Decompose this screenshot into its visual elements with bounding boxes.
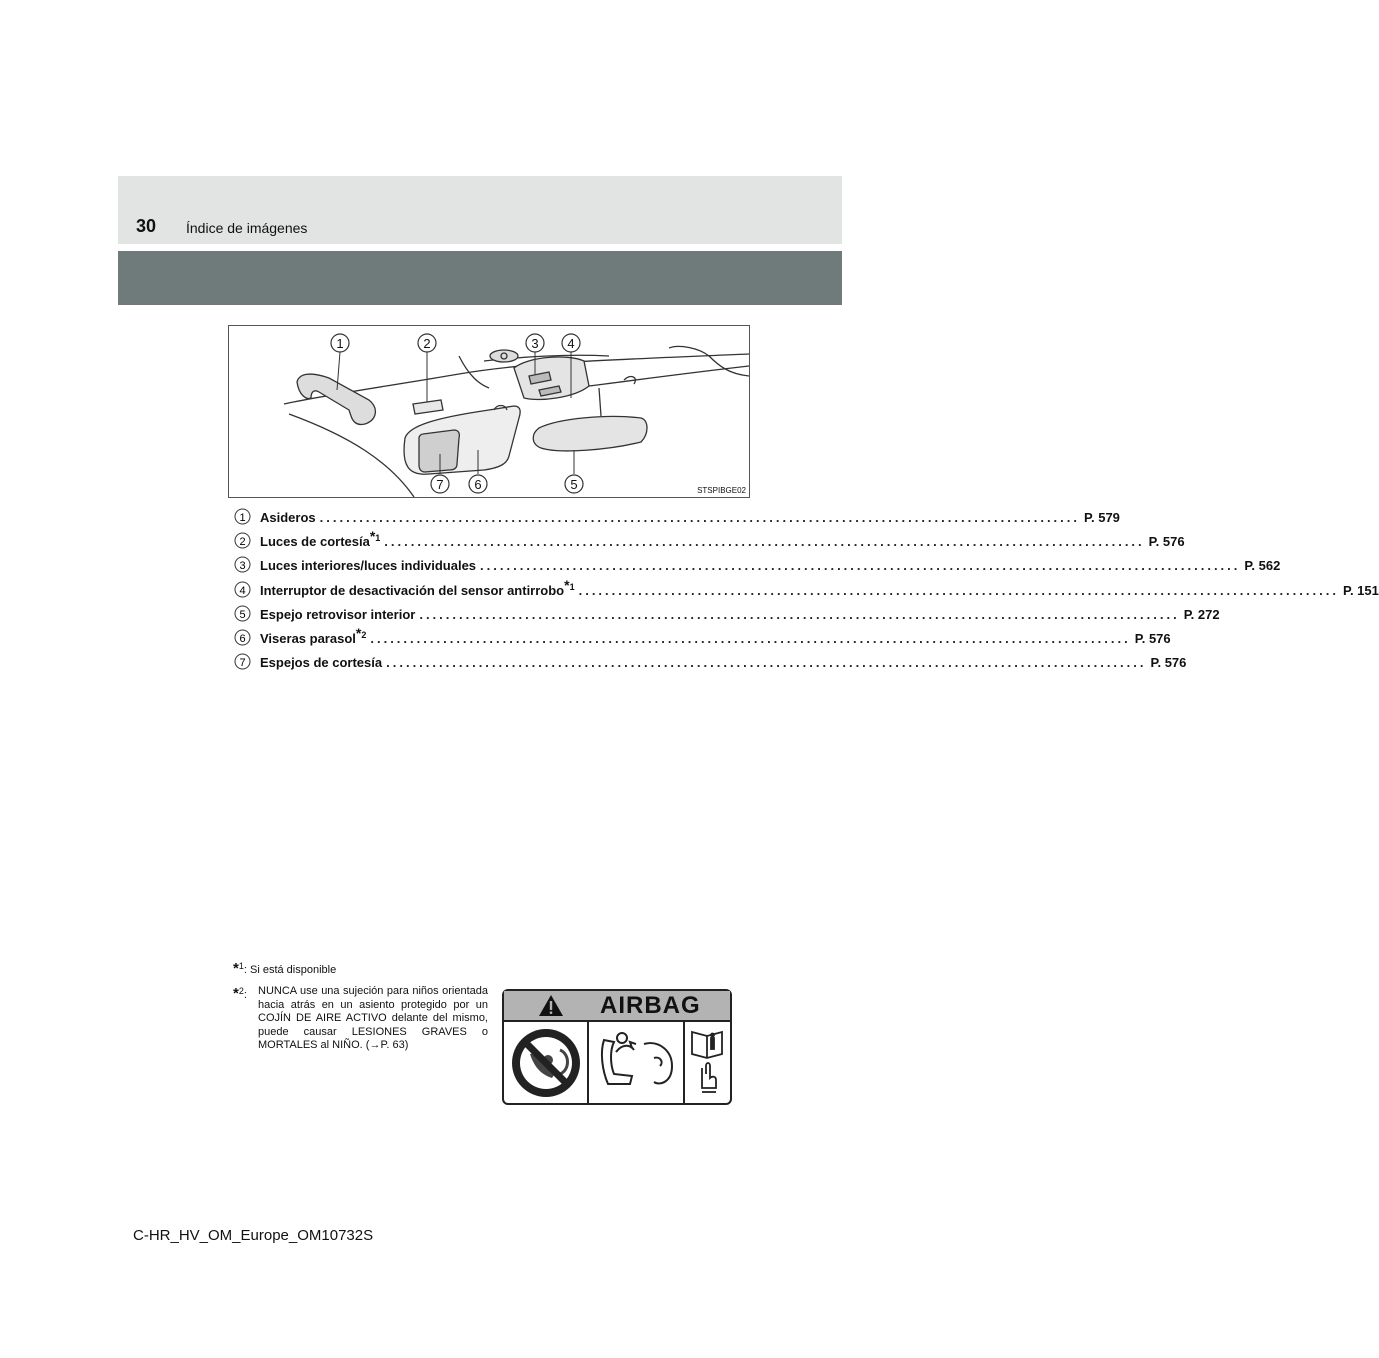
item-label: Luces de cortesía [260, 534, 370, 550]
svg-text:4: 4 [239, 584, 246, 597]
callout-1: 1 [336, 336, 344, 351]
number-icon [234, 653, 251, 670]
airbag-warning-label [502, 989, 732, 1105]
page-link[interactable]: P. 272 [1183, 606, 1220, 622]
svg-text:6: 6 [239, 632, 246, 645]
page-link[interactable]: P. 579 [1084, 510, 1120, 525]
legend-item: 6 Viseras parasol$^{*2}$ ................................................................................................................... P. 576 [234, 626, 724, 650]
header-band [118, 176, 842, 244]
svg-text:2: 2 [239, 536, 246, 549]
footnote-1: *$^1$: Si está disponible [233, 960, 337, 977]
number-icon [234, 605, 251, 622]
svg-text:3: 3 [239, 560, 246, 573]
item-label: Espejos de cortesía [260, 655, 383, 671]
callout-2: 2 [423, 336, 431, 351]
figure-code: STSPIBGE02 [697, 486, 746, 495]
page-number: 30 [136, 216, 157, 236]
callout-4: 4 [567, 336, 575, 351]
item-label: Luces interiores/luces individuales [260, 558, 477, 574]
legend-item: 7 Espejos de cortesía ................................................................................................................... P. 576 [234, 650, 724, 674]
callout-7: 7 [436, 477, 444, 492]
interior-illustration [228, 325, 750, 498]
number-icon [234, 532, 251, 549]
number-icon [234, 629, 251, 646]
svg-text:7: 7 [239, 657, 246, 670]
footnote-1-text: Si está disponible [249, 964, 337, 976]
legend-item: 5 Espejo retrovisor interior ................................................................................................................... P. 272 [234, 602, 724, 626]
footnote-ref: 1 [375, 533, 381, 544]
legend-item: 1 Asideros ................................................................................................................... P. 579 [234, 505, 724, 529]
no-rear-facing-seat-icon [512, 1029, 580, 1097]
svg-text:5: 5 [239, 608, 246, 621]
footnote-2: *$^2$: NUNCA use una sujeción para niños orientada hacia atrás en un asiento protegido por un COJÍN DE AIRE ACTIVO delante del mismo, puede causar LESIONES GRAVES o MORTALES al NIÑO. (→P. 63) [233, 985, 488, 1051]
legend-item: 3 Luces interiores/luces individuales ................................................................................................................... P. 562 [234, 553, 724, 577]
item-label: Viseras parasol [260, 630, 356, 646]
item-label: Interruptor de desactivación del sensor antirrobo [260, 582, 565, 598]
footnote-2-text: NUNCA use una sujeción para niños orientada hacia atrás en un asiento protegido por un COJÍN DE AIRE ACTIVO delante del mismo, puede causar LESIONES GRAVES o MORTALES al NIÑO. (→P. 63) [258, 985, 488, 1051]
svg-text:1: 1 [239, 512, 246, 524]
callout-3: 3 [531, 336, 539, 351]
item-label: Espejo retrovisor interior [260, 606, 416, 622]
callout-6: 6 [474, 477, 482, 492]
page-link[interactable]: P. 576 [1134, 630, 1171, 646]
title-band [118, 251, 842, 305]
document-id: C-HR_HV_OM_Europe_OM10732S [133, 1227, 374, 1244]
section-title: Índice de imágenes [186, 220, 308, 236]
page-link[interactable]: P. 576 [1148, 534, 1185, 550]
airbag-seat-icon [602, 1033, 672, 1084]
number-icon [234, 581, 251, 598]
number-icon [234, 508, 251, 525]
page-link[interactable]: P. 562 [1244, 558, 1281, 574]
page-link[interactable]: P. 576 [1150, 655, 1187, 671]
footnote-ref: 2 [361, 629, 367, 640]
legend-list [234, 505, 1379, 674]
footnote-ref: 1 [569, 581, 575, 592]
legend-item: 2 Luces de cortesía$^{*1}$ ................................................................................................................... P. 576 [234, 529, 724, 553]
airbag-title: AIRBAG [600, 992, 701, 1019]
item-label: Asideros [260, 510, 316, 525]
airbag-pictograms [504, 1022, 730, 1103]
read-manual-icon [692, 1032, 722, 1092]
number-icon [234, 556, 251, 573]
airbag-label-header [504, 991, 730, 1022]
legend-item: 4 Interruptor de desactivación del sensor antirrobo$^{*1}$ ................................................................................................................... P. 151 [234, 578, 724, 602]
callout-5: 5 [570, 477, 578, 492]
vehicle-ceiling-drawing [229, 326, 749, 497]
page-link[interactable]: P. 151 [1342, 582, 1379, 598]
warning-triangle-icon [538, 994, 564, 1017]
